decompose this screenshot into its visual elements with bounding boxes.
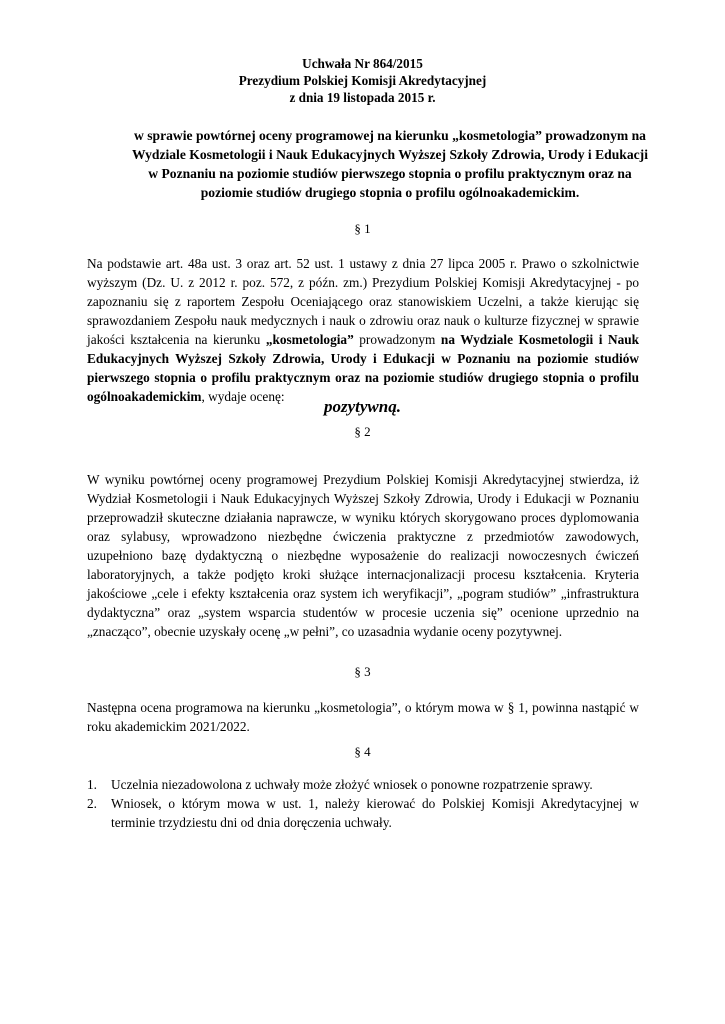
section-1-unit-name: na Wydziale Kosmetologii i Nauk Edukacyjnych Wyższej Szkoły Zdrowia, Urody i Edukacji w Poznaniu na poziomie studiów pierwszego stopnia o profilu praktycznym oraz na poziomie studiów drugiego stopnia o profilu ogólnoakademickim bbox=[87, 332, 640, 404]
resolution-subject: w sprawie powtórnej oceny programowej na kierunku „kosmetologia” prowadzonym na Wydziale Kosmetologii i Nauk Edukacyjnych Wyższej Szkoły Zdrowia, Urody i Edukacji w Poznaniu na poziomie studiów pierwszego stopnia o profilu praktycznym oraz na poziomie studiów drugiego stopnia o profilu ogólnoakademickim. bbox=[132, 128, 648, 200]
resolution-header bbox=[180, 55, 545, 106]
resolution-date: z dnia 19 listopada 2015 r. bbox=[289, 90, 436, 105]
section-1-text-c: prowadzonym bbox=[353, 332, 441, 347]
section-1-text-a: Na podstawie art. 48a ust. 3 oraz art. 52 ust. 1 ustawy z dnia 27 lipca 2005 r. Prawo o szkolnictwie wyższym (Dz. U. z 2012 r. poz. 572, z późn. zm.) Prezydium Polskiej Komisji Akredytacyjnej - po zapoznaniu się z raportem Zespołu Oceniającego oraz stanowiskiem Uczelni, a także kierując się sprawozdaniem Zespołu nauk medycznych i nauk o zdrowiu oraz nauk o kulturze fizycznej w sprawie jakości kształcenia na kierunku bbox=[87, 256, 639, 347]
section-4-mark: § 4 bbox=[354, 744, 371, 759]
resolution-number: Uchwała Nr 864/2015 bbox=[302, 56, 423, 71]
verdict: pozytywną. bbox=[324, 397, 401, 416]
list-item-text: Uczelnia niezadowolona z uchwały może złożyć wniosek o ponowne rozpatrzenie sprawy. bbox=[111, 777, 593, 792]
section-3-text: Następna ocena programowa na kierunku „kosmetologia”, o którym mowa w § 1, powinna nastąpić w roku akademickim 2021/2022. bbox=[87, 700, 639, 734]
section-3-mark: § 3 bbox=[354, 664, 371, 679]
section-1-text bbox=[87, 254, 639, 406]
issuing-body: Prezydium Polskiej Komisji Akredytacyjnej bbox=[238, 73, 487, 88]
section-2-mark: § 2 bbox=[354, 424, 371, 439]
list-item-number: 2. bbox=[87, 796, 97, 811]
list-item bbox=[87, 794, 639, 832]
section-2-text: W wyniku powtórnej oceny programowej Prezydium Polskiej Komisji Akredytacyjnej stwierdza, iż Wydział Kosmetologii i Nauk Edukacyjnych Wyższej Szkoły Zdrowia, Urody i Edukacji w Poznaniu przeprowadził skuteczne działania naprawcze, w wyniku których skorygowano proces dyplomowania oraz sylabusy, wprowadzono niezbędne ćwiczenia praktyczne z przedmiotów zawodowych, uzupełniono bazę dydaktyczną o niezbędne wyposażenie do realizacji nowoczesnych ćwiczeń laboratoryjnych, a także podjęto kroki służące internacjonalizacji procesu kształcenia. Kryteria jakościowe „cele i efekty kształcenia oraz system ich weryfikacji”, „pogram studiów” „infrastruktura dydaktyczna” oraz „system wsparcia studentów w procesie uczenia się” ocenione uprzednio na „znacząco”, obecnie uzyskały ocenę „w pełni”, co uzasadnia wydanie oceny pozytywnej. bbox=[87, 472, 639, 639]
section-1-text-e: , wydaje ocenę: bbox=[201, 389, 285, 404]
section-4-list bbox=[87, 775, 639, 832]
section-1-field-name: „kosmetologia” bbox=[265, 332, 354, 347]
list-item-text: Wniosek, o którym mowa w ust. 1, należy kierować do Polskiej Komisji Akredytacyjnej w terminie trzydziestu dni od dnia doręczenia uchwały. bbox=[111, 796, 639, 830]
list-item bbox=[87, 775, 639, 794]
section-1-mark: § 1 bbox=[354, 221, 371, 236]
list-item-number: 1. bbox=[87, 777, 97, 792]
